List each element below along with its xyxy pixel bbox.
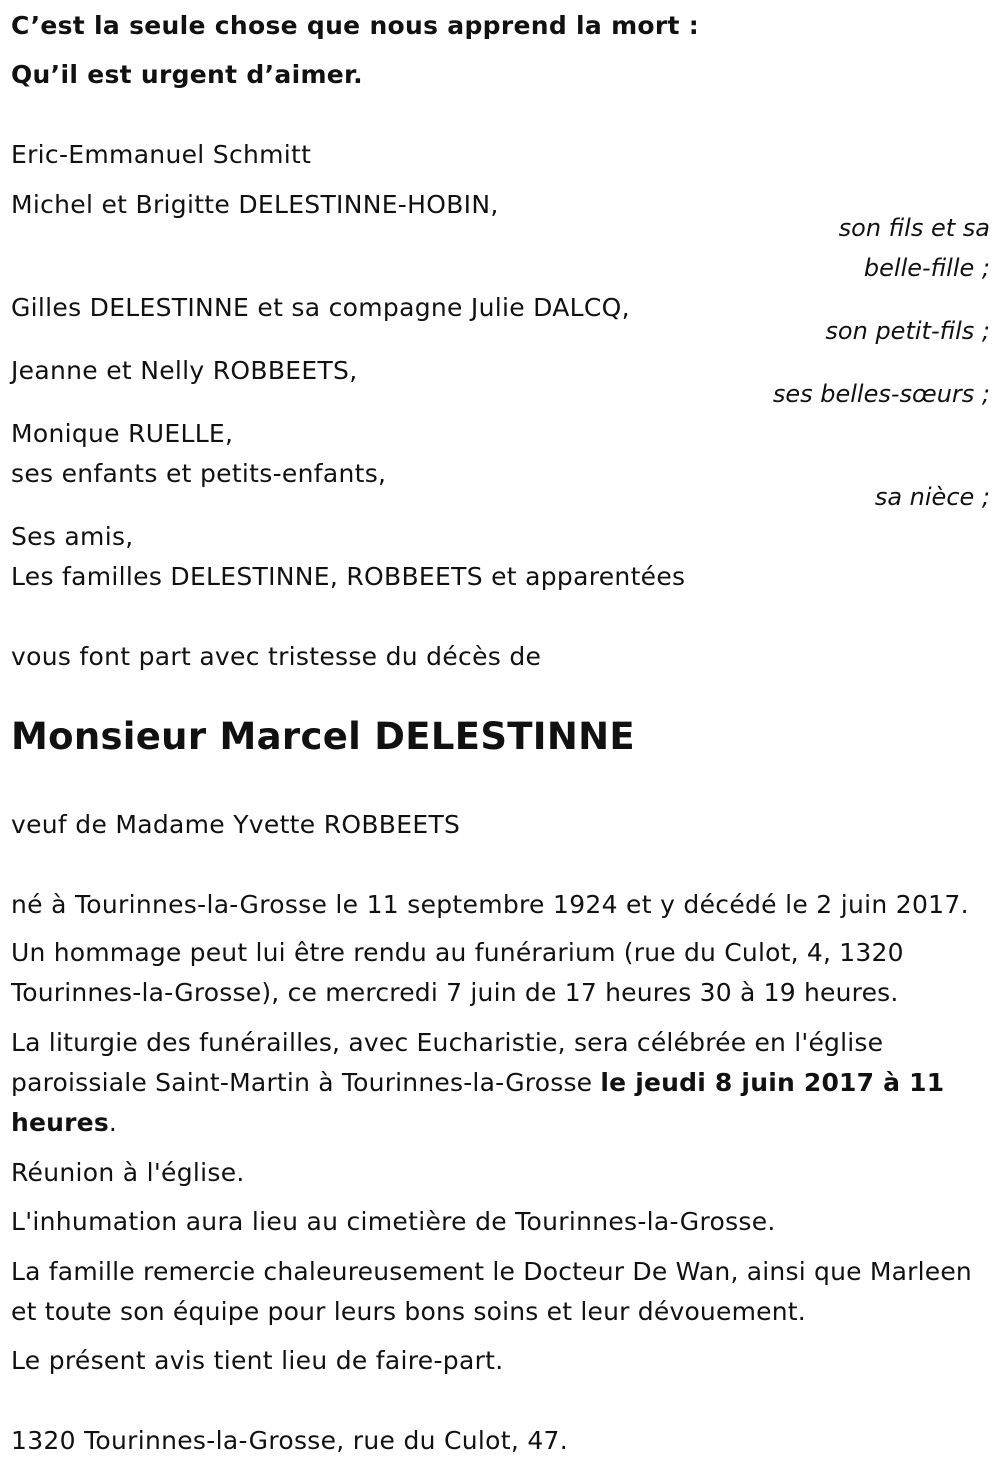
notice-statement: Le présent avis tient lieu de faire-part. xyxy=(11,1346,504,1375)
liturgy-date: le jeudi 8 juin 2017 à 11 heures xyxy=(11,1068,945,1137)
son-names: Michel et Brigitte DELESTINNE-HOBIN, xyxy=(11,190,499,219)
liturgy-text: La liturgie des funérailles, avec Eucharistie, sera célébrée en l'église paroissiale Saint-Martin à Tourinnes-la-Grosse xyxy=(11,1028,884,1097)
liturgy-info xyxy=(11,1023,986,1143)
sisters-in-law-relation: ses belles-sœurs ; xyxy=(772,380,990,408)
son-relation-line-2: belle-fille ; xyxy=(863,254,990,282)
widower-of: veuf de Madame Yvette ROBBEETS xyxy=(11,810,461,839)
burial-info: L'inhumation aura lieu au cimetière de Tourinnes-la-Grosse. xyxy=(11,1207,776,1236)
deceased-name: Monsieur Marcel DELESTINNE xyxy=(11,715,635,758)
niece-name: Monique RUELLE, xyxy=(11,419,234,448)
friends: Ses amis, xyxy=(11,522,134,551)
tribute-info: Un hommage peut lui être rendu au funérarium (rue du Culot, 4, 1320 Tourinnes-la-Grosse), ce mercredi 7 juin de 17 heures 30 à 19 heures. xyxy=(11,938,904,1007)
announcement: vous font part avec tristesse du décès de xyxy=(11,642,542,671)
son-relation-line-1: son fils et sa xyxy=(838,214,990,242)
birth-death-info: né à Tourinnes-la-Grosse le 11 septembre 1924 et y décédé le 2 juin 2017. xyxy=(11,890,969,919)
quote-author: Eric-Emmanuel Schmitt xyxy=(11,140,312,169)
families: Les familles DELESTINNE, ROBBEETS et apparentées xyxy=(11,562,686,591)
sisters-in-law-names: Jeanne et Nelly ROBBEETS, xyxy=(11,356,358,385)
thanks-message: La famille remercie chaleureusement le Docteur De Wan, ainsi que Marleen et toute son équipe pour leurs bons soins et leur dévouement. xyxy=(11,1257,972,1326)
niece-relation: sa nièce ; xyxy=(874,483,990,511)
family-address: 1320 Tourinnes-la-Grosse, rue du Culot, 47. xyxy=(11,1426,569,1455)
quote-line-1: C’est la seule chose que nous apprend la mort : xyxy=(11,11,700,40)
grandson-relation: son petit-fils ; xyxy=(825,317,990,345)
quote-line-2: Qu’il est urgent d’aimer. xyxy=(11,60,363,89)
grandson-names: Gilles DELESTINNE et sa compagne Julie DALCQ, xyxy=(11,293,630,322)
niece-children: ses enfants et petits-enfants, xyxy=(11,459,387,488)
liturgy-end: . xyxy=(108,1108,118,1137)
meeting-info: Réunion à l'église. xyxy=(11,1158,245,1187)
